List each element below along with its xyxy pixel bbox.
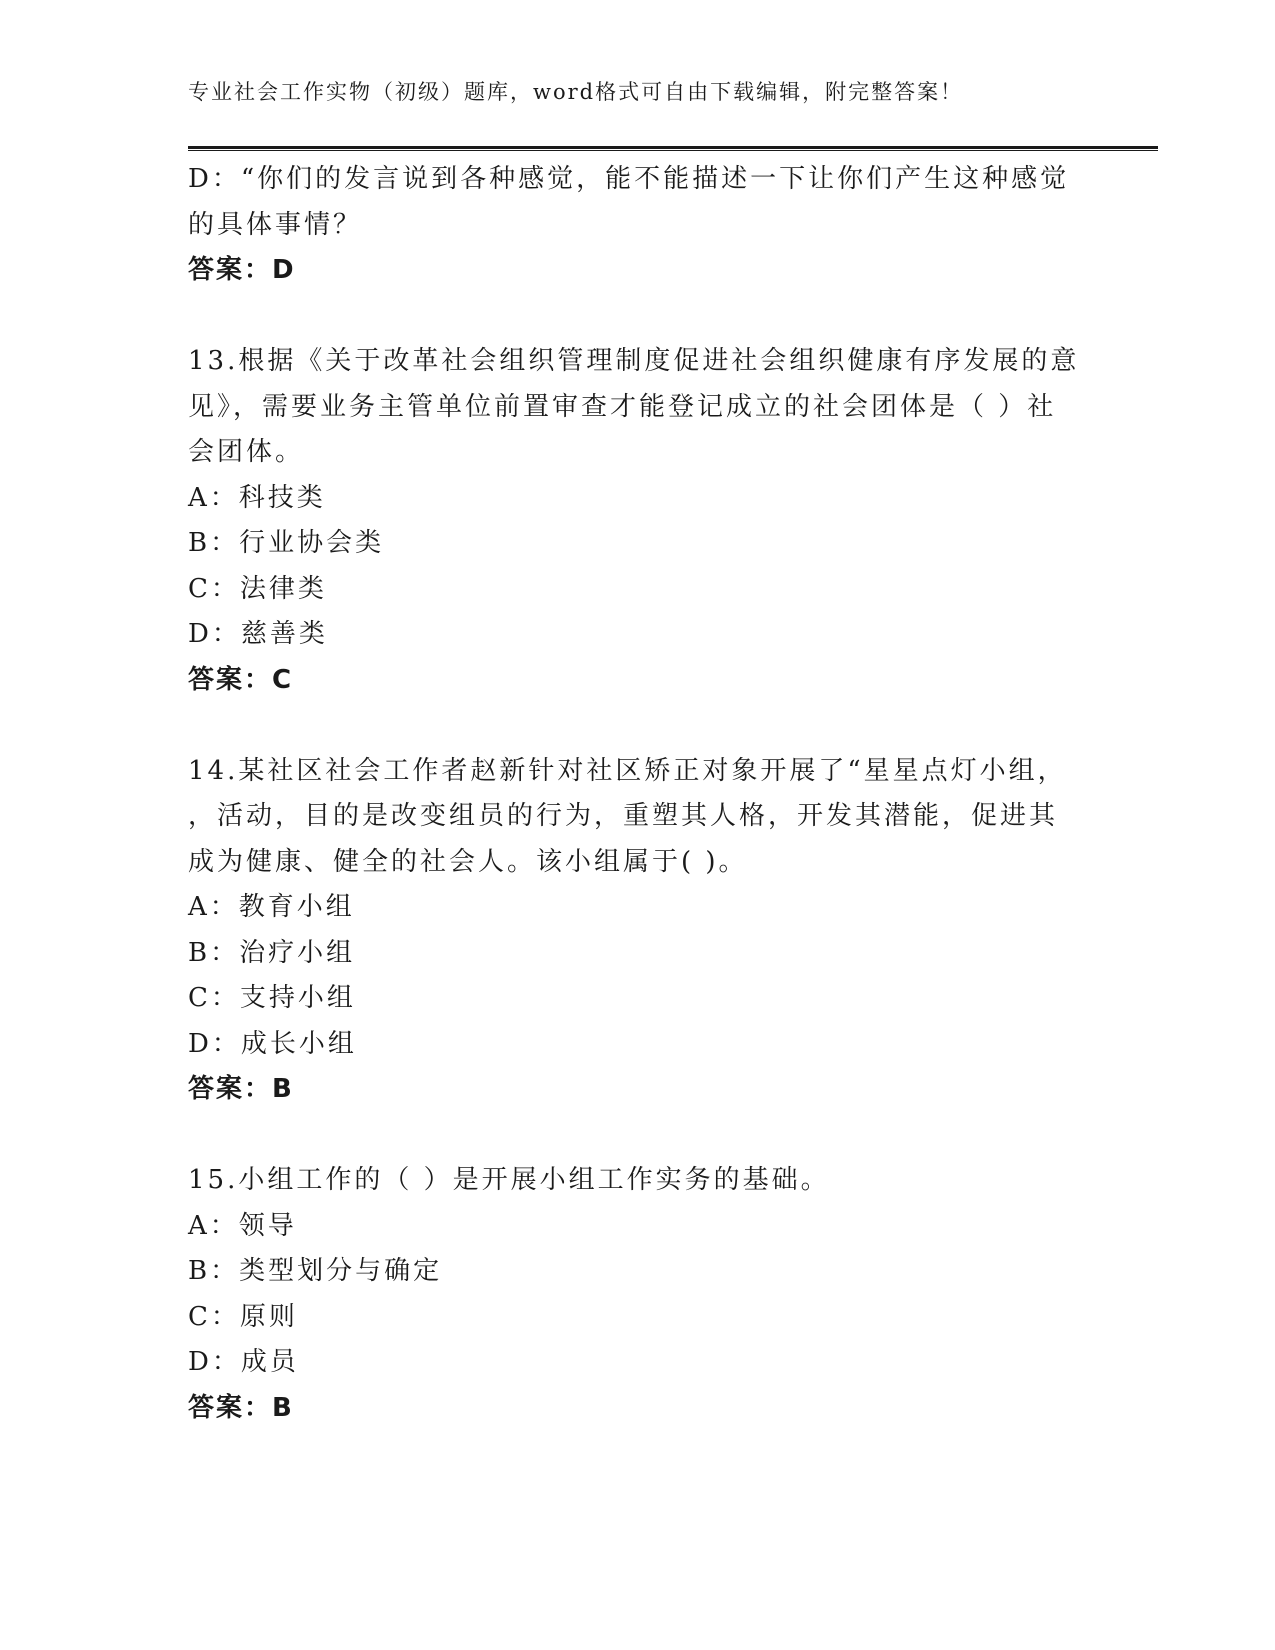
option-a: A：领导 xyxy=(188,1210,297,1241)
option-d: D：成员 xyxy=(188,1347,299,1377)
question-stem: 14.某社区社会工作者赵新针对社区矫正对象开展了“星星点灯小组， xyxy=(188,755,1067,786)
header-divider xyxy=(188,146,1158,151)
answer-line: 答案：D xyxy=(188,255,296,285)
option-b: B：类型划分与确定 xyxy=(188,1256,443,1286)
question-stem: 13.根据《关于改革社会组织管理制度促进社会组织健康有序发展的意 xyxy=(188,346,1080,376)
question-stem: 15.小组工作的（ ）是开展小组工作实务的基础。 xyxy=(188,1165,830,1195)
spacer xyxy=(188,294,1088,340)
option-b: B：行业协会类 xyxy=(188,528,385,558)
question-content xyxy=(188,157,1088,1431)
question-14 xyxy=(188,749,1088,1113)
question-stem: 会团体。 xyxy=(188,437,305,467)
option-b: B：治疗小组 xyxy=(188,937,356,968)
answer-line: 答案：C xyxy=(188,664,294,695)
option-a: A：教育小组 xyxy=(188,892,355,922)
question-stem: 见》，需要业务主管单位前置审查才能登记成立的社会团体是（ ）社 xyxy=(188,391,1057,422)
option-d: D：“你们的发言说到各种感觉，能不能描述一下让你们产生这种感觉 xyxy=(188,164,1070,194)
prev-question-tail xyxy=(188,157,1088,294)
spacer xyxy=(188,1113,1088,1159)
option-c: C：支持小组 xyxy=(188,983,356,1013)
answer-line: 答案：B xyxy=(188,1392,294,1423)
answer-line: 答案：B xyxy=(188,1074,294,1104)
option-d-continued: 的具体事情？ xyxy=(188,209,363,240)
spacer xyxy=(188,703,1088,749)
option-c: C：原则 xyxy=(188,1301,298,1332)
option-c: C：法律类 xyxy=(188,573,327,604)
page-header: 专业社会工作实物（初级）题库，word格式可自由下载编辑，附完整答案！ xyxy=(188,80,964,104)
option-d: D：慈善类 xyxy=(188,619,328,649)
option-d: D：成长小组 xyxy=(188,1028,357,1059)
question-stem: 成为健康、健全的社会人。该小组属于( )。 xyxy=(188,846,748,877)
question-stem: ，活动，目的是改变组员的行为，重塑其人格，开发其潜能，促进其 xyxy=(188,801,1059,831)
question-15 xyxy=(188,1158,1088,1431)
option-a: A：科技类 xyxy=(188,482,326,513)
question-13 xyxy=(188,339,1088,703)
